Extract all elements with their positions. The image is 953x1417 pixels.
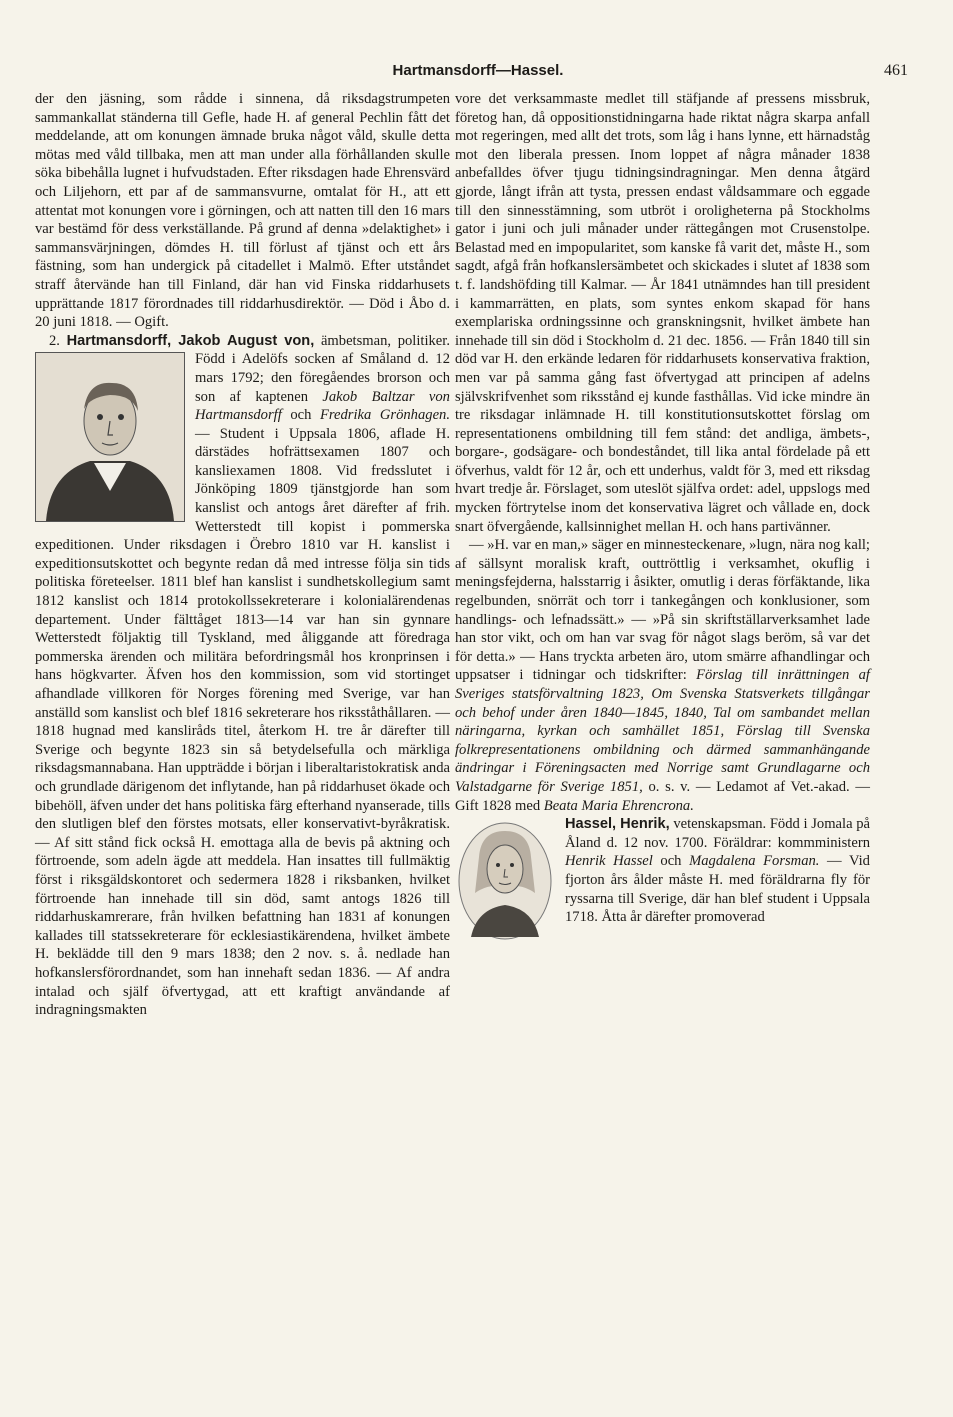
entry-text: vetenskapsman. Född i Jomala på Åland d. 12 nov. 1700. Föräldrar: kommministern [565,816,870,851]
paragraph: vore det verksammaste medlet till stäfjande af pressens missbruk, företog han, då oppositionstidningarna hade riktat några skarpa anfall mot regeringen, med allt det trots, som låg i hans lynne, ett härnadståg mot den liberala pressen. Inom loppet af några månader 1838 anbefalldes öfver tjugu tidningsindragningar. Men denna åtgärd gjorde, långt ifrån att tysta, pressen endast våldsammare och eggade till den sinnesstämning, som utbröt i oroligheterna på Stockholms gator i juni och juli månader under rättegången mot Crusenstolpe. Belastad med en impopularitet, som kanske få varit det, måste H., som sagdt, afgå från hofkanslersämbetet och skickades i slutet af 1838 som t. f. landshöfding till Kalmar. — År 1841 utnämndes han till president i kammarrätten, en plats, som syntes enkom skapad för hans exemplariska ordningssinne och granskningsnit, hvilket ämbete han innehade till sin död i Stockholm d. 21 dec. 1856. — Från 1840 till sin död var H. den erkände ledaren för riddarhusets konservativa fraktion, men var på samma gång fast öfvertygad att principen af adelns självskrifvenhet som riksstånd ej kunde fasthållas. Vid icke mindre än tre riksdagar inlämnade H. till konstitutionsutskottet förslag om representationens ombildning till fem stånd: det andliga, ämbets-, borgare-, godsägare- och bondeståndet, till lika antal fördelade på ett öfverhus, valdt för 12 år, och ett underhus, valdt för 3, med ett riksdag hvart tredje år. Förslaget, som uteslöt själfva ordet: adel, uppslogs med mycken förtrytelse inom det konservativa lägret och vållade en, dock snart öfvergående, kallsinnighet mellan H. och hans partivänner. [455,91,870,535]
father-name: Henrik Hassel [565,853,653,870]
portrait-hartmansdorff [35,352,185,522]
entry-number: 2. [49,332,60,349]
portrait-hassel [455,817,555,943]
conjunction: och [290,407,312,424]
mother-name: Fredrika Grönhagen. [319,407,450,424]
quote-text: — »H. var en man,» säger en minnesteckenare, »lugn, nära nog kall; af sällsynt moralisk kraft, outtröttlig i verksamhet, okuflig i meningsfejderna, halsstarrig i åsikter, omutlig i deras förfäktande, lika regelbunden, snörrät och torr i tankegången och konklusioner, som handlings- och lefnadssätt.» — »På sin skriftställarverksamhet lade han stor vikt, och om han var svag för något slags beröm, så var det för detta.» — Hans tryckta arbeten äro, utom smärre afhandlingar och uppsatser i tidningar och tidskrifter: [455,537,870,684]
paragraph: der den jäsning, som rådde i sinnena, då riksdagstrumpeten sammankallat ständerna till Gefle, hade H. af general Pechlin fått det meddelande, att om konungen ämnade bruka något våld, skulle detta mötas med våld tillbaka, men att man under alla förhållanden skulle söka bibehålla lugnet i hufvudstaden. Efter riksdagen hade Ehrensvärd och Liljehorn, ett par af de sammansvurne, omtalat för H., att ett attentat mot konungen vore i görningen, och att natten till den 16 mars var bestämd för dess verkställande. På grund af denna »delaktighet» i sammansvärjningen, dömdes H. till förlust af tjänst och ett års fästning, som han undergick på citadellet i Malmö. Efter utståndet straff återvände han till Finland, där han vid Finska riddarhusets upprättande 1817 förordnades till riddarhusdirektör. — Död i Åbo d. 20 juni 1818. — Ogift. [35,91,450,331]
quote-paragraph [455,536,870,815]
conjunction: och [660,853,682,870]
mother-name: Magdalena Forsman. [689,853,820,870]
running-title: Hartmansdorff—Hassel. [392,62,564,79]
paragraph-end: o. s. v. — Ledamot af Vet.-akad. — Gift 1828 med [455,778,870,814]
works-list: Förslag till inrättningen af Sveriges statsförvaltning 1823, Om Svenska Statsverkets tillgångar och behof under åren 1840—1845, 1840, Tal om sambandet mellan näringarna, kyrkan och samhället 1851, Förslag till Svenska folkrepresentationens ombildning och därmed sammanhängande ändringar i Föreningsacten med Norrige samt Grundlagarne och Valstadgarne för Sverige 1851, [455,667,870,795]
page-number: 461 [884,62,908,79]
entry-heading: Hartmansdorff, Jakob August von, [66,332,315,349]
entry-paragraph [35,332,450,1020]
right-column [455,90,870,947]
portrait-icon [36,353,184,521]
entry-paragraph [455,815,870,927]
entry-heading: Hassel, Henrik, [565,816,670,833]
entry-body: — Student i Uppsala 1806, aflade H. därstädes hofrättsexamen 1807 och kansliexamen 1808. Vid fredsslutet i Jönköping 1809 tjänstgjorde han som kanslist och antogs året därefter af frih. Wetterstedt till kopist i pommerska expeditionen. Under riksdagen i Örebro 1810 var H. kanslist i expeditionsutskottet och begynte redan då med intresse följa sin tids politiska företeelser. 1811 blef han kanslist i sundhetskollegium samt 1812 kanslist och 1814 protokollssekreterare i kolonialärendenas departement. Under fälttåget 1813—14 var han sin gynnare Wetterstedt följaktig till Tyskland, med åliggande att föredraga pommerska ärenden och militära befordringsmål hos kronprinsen i hans högkvarter. Äfven hos den kommission, som vid stortinget afhandlade villkoren för Norges förening med Sverige, var han anställd som kanslist och blef 1816 sekreterare hos riksståthållaren. — 1818 hugnad med kansliråds titel, återkom H. tre år därefter till Sverige och begynte 1823 sin så betydelsefulla och märkliga riksdagsmannabana. Han uppträdde i början i liberaltaristokratisk anda och grundlade därigenom det inflytande, han på riddarhuset ökade och bibehöll, äfven under det hans politiska färg efterhand nyanserade, tills den slutligen blef den förstes motsats, eller konservativt-byråkratisk. — Af sitt stånd fick också H. emottaga alla de bevis på aktning och förtroende, som adeln ägde att meddela. Han insattes till fullmäktig först i riksgäldskontoret och sedermera 1828 i riksbanken, hvilket förtroende han innehade till sin död, samt antogs 1826 till riddarhuskamrerare, från hvilken befattning han 1831 af konungen kallades till statssekreterare för ecklesiastikärendena, hvilket ämbete H. beklädde till den 9 mars 1838; den 2 nov. s. å. nedlade han hofkanslersförordnandet, som han innehaft sedan 1836. — Af andra intalad och själf öfvertygad, att ett kraftigt användande af indragningsmakten [35,425,450,1019]
wife-name: Beata Maria Ehrencrona. [543,797,694,814]
page-header [48,62,908,86]
left-column [35,90,450,1020]
father-name: Jakob Baltzar von Hartmansdorff [195,388,450,424]
entry-body: — Vid fjorton års ålder måste H. med föräldrarna fly för ryssarna till Sverige, där han blef student i Uppsala 1718. Åtta år därefter promoverad [565,853,870,926]
entry-text: ämbetsman, politiker. Född i Adelöfs socken af Småland d. 12 mars 1792; den föregåendes brorson och son af kaptenen [195,332,450,405]
portrait-icon [455,817,555,943]
